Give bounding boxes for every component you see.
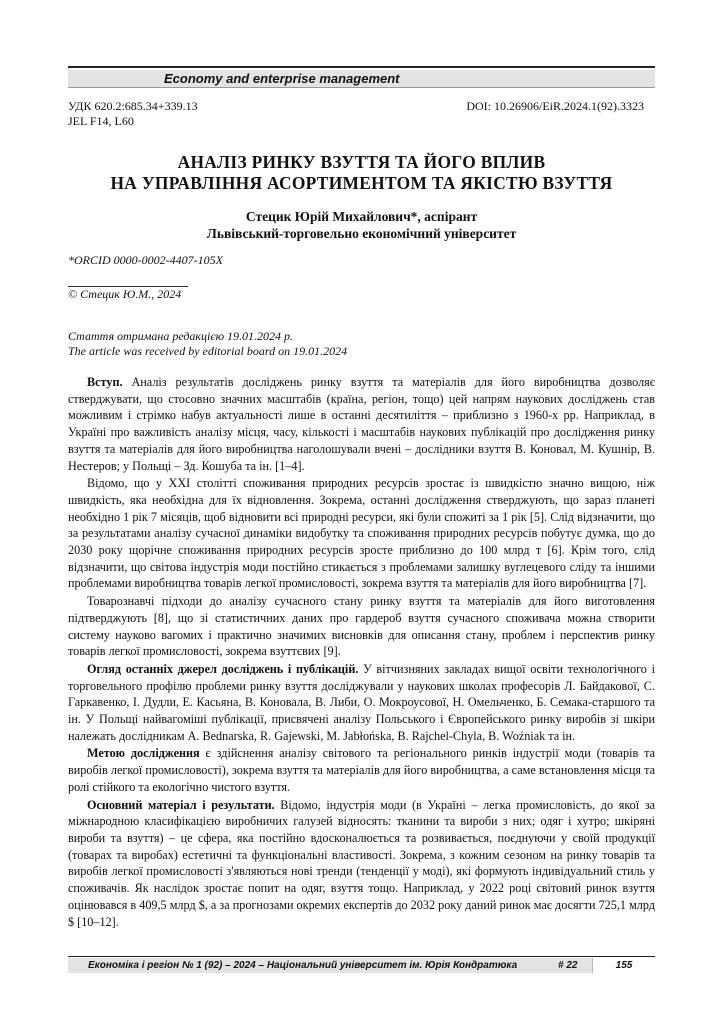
footer-band bbox=[68, 958, 655, 973]
copyright: © Стецик Ю.М., 2024 bbox=[68, 287, 182, 301]
paragraph-commodity: Товарознавчі підходи до аналізу сучасного стану ринку взуття та матеріалів для його виготовлення підтверджують [8], що зі статистичних даних про гардероб взуття сучасного споживача можна створити систему науково вагомих і практично значимих висновків для описання стану, проблем і перспектив ринку товарів легкої промисловості, зокрема взуттєвих [9]. bbox=[68, 594, 655, 659]
page-number: 155 bbox=[592, 958, 655, 973]
footer-issue-number: # 22 bbox=[558, 960, 578, 971]
title-line-1: АНАЛІЗ РИНКУ ВЗУТТЯ ТА ЙОГО ВПЛИВ bbox=[177, 152, 546, 172]
title-line-2: НА УПРАВЛІННЯ АСОРТИМЕНТОМ ТА ЯКІСТЮ ВЗУТТЯ bbox=[110, 173, 613, 193]
article-title bbox=[68, 152, 655, 194]
orcid: *ORCID 0000-0002-4407-105X bbox=[68, 253, 223, 267]
journal-section: Economy and enterprise management bbox=[164, 71, 400, 86]
section-header-band bbox=[68, 70, 655, 88]
paragraph-main bbox=[68, 797, 655, 931]
author-affiliation: Львівський-торговельно економічний університет bbox=[206, 226, 517, 241]
heading-intro: Вступ. bbox=[87, 375, 123, 389]
paragraph-resources: Відомо, що у XXI столітті споживання природних ресурсів зростає із швидкістю значно вищою, ніж швидкість, яка необхідна для їх відновлення. Зокрема, останні дослідження стверджують, що зараз планеті необхідно 1 рік 7 місяців, щоб відновити всі природні ресурси, які були спожиті за 1 рік [5]. Слід відзначити, що за результатами аналізу сучасної динаміки видобутку та споживання природних ресурсів побутує думка, що до 2030 року щорічне споживання природних ресурсів зросте приблизно до 100 млрд т [6]. Крім того, слід відзначити, що світова індустрія моди постійно стикається з проблемами залишку вуглецевого сліду та іншими проблемами виробництва товарів легкої промисловості, зокрема взуття та матеріалів для його виробництва [7]. bbox=[68, 476, 655, 591]
footer-rule bbox=[68, 956, 655, 957]
author-block bbox=[68, 208, 655, 242]
article-body bbox=[68, 374, 655, 931]
paragraph-text: У вітчизняних закладах вищої освіти технологічного і торговельного профілю проблеми ринку взуття досліджували у наукових школах професорів Л. Байдакової, С. Гаркавенко, І. Дудли, Е. Касьяна, В. Коновала, В. Либи, О. Мокроусової, Н. Омельченко, Б. Семака-старшого та ін. У Польщі найвагоміші публікації, присвячені аналізу Польського і Європейського ринку виробів зі шкіри належать дослідникам A. Bednarska, R. Gajewski, M. Jabłońska, B. Rajchel-Chyla, B. Woźniak та ін. bbox=[68, 661, 655, 743]
author-name: Стецик Юрій Михайлович*, аспірант bbox=[245, 209, 478, 224]
paragraph-text: є здійснення аналізу світового та регіонального ринків індустрії моди (товарів та виробів легкої промисловості), зокрема взуття та матеріалів для його виробництва, а саме встановлення місця та ролі стійкого та екологічно чистого взуття. bbox=[68, 746, 656, 794]
paragraph-intro bbox=[68, 374, 655, 474]
udc-code: УДК 620.2:685.34+339.13 bbox=[68, 99, 198, 113]
received-ua: Стаття отримана редакцією 19.01.2024 р. bbox=[68, 329, 294, 343]
paragraph-review bbox=[68, 661, 655, 745]
heading-main: Основний матеріал і результати. bbox=[87, 797, 275, 812]
paragraph-aim bbox=[68, 745, 655, 795]
jel-code: JEL F14, L60 bbox=[68, 114, 134, 128]
header-rule bbox=[68, 66, 655, 68]
paragraph-text: Відомо, індустрія моди (в Україні – легка промисловість, до якої за міжнародною класифікацією виробничих галузей відносять: тканини та вироби з них; одяг і хутро; шкіряні вироби та взуття) – це сфера, яка постійно вдосконалюється та розвивається, поєднуючи у своїй продукції (товарах та виробах) естетичні та функціональні властивості. Зокрема, з кожним сезоном на ринку товарів та виробів легкої промисловості з'являються нові тренди (тенденції у моді), які формують індивідуальний стиль у споживачів. Як наслідок зростає попит на одяг, взуття тощо. Наприклад, у 2022 році світовий ринок взуття оцінювався в 409,5 млрд $, а за прогнозами окремих експертів до 2032 року даний ринок має досягти 725,1 млрд $ [10–12]. bbox=[68, 797, 655, 929]
received-en: The article was received by editorial board on 19.01.2024 bbox=[68, 344, 348, 358]
footer-journal: Економіка і регіон № 1 (92) – 2024 – Національний університет ім. Юрія Кондратюка bbox=[88, 960, 518, 971]
paragraph-text: Аналіз результатів досліджень ринку взуття та матеріалів для його виробництва дозволяє стверджувати, що стосовно значних масштабів (країна, регіон, тощо) цей напрям наукових досліджень став можливим і стрімко набув актуальності лише в останні десятиліття – приблизно з 1960-х рр. Наприклад, в Україні про важливість аналізу місця, часу, кількості і масштабів наукових публікацій про дослідження ринку взуття та матеріалів для його виробництва наголошували вчені – дослідники взуття В. Коновал, М. Кушнір, В. Нестеров; у Польщі – Зд. Кошуба та ін. [1–4]. bbox=[68, 375, 655, 473]
heading-review: Огляд останніх джерел досліджень і публікацій. bbox=[87, 661, 359, 676]
doi: DOI: 10.26906/EiR.2024.1(92).3323 bbox=[466, 99, 644, 113]
heading-aim: Метою дослідження bbox=[87, 746, 200, 761]
